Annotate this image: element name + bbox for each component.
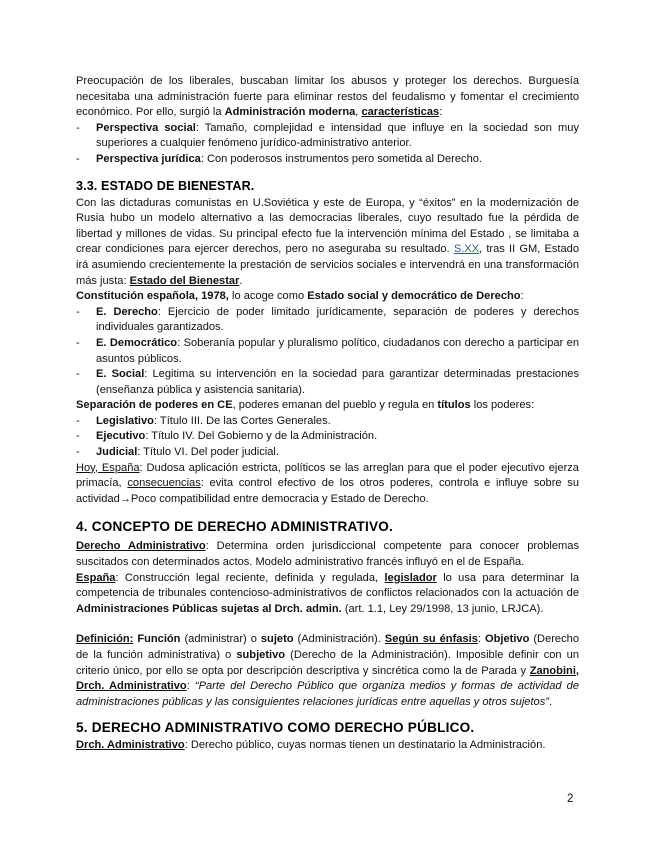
paragraph: Derecho Administrativo: Determina orden jurisdiccional competente para conocer problemas suscitados con determinados actos. Modelo administrativo francés influyó en el de España.	[76, 540, 579, 569]
page-number: 2	[567, 793, 574, 805]
list-item: - Judicial: Título VI. Del poder judicial.	[76, 446, 279, 459]
intro-paragraph: Preocupación de los liberales, buscaban limitar los abusos y proteger los derechos. Burguesía necesitaba una administración fuerte para eliminar restos del feudalismo y fomentar el crecimiento económico. Por ello, surgió la Administración moderna, características:	[76, 75, 579, 119]
paragraph: Separación de poderes en CE, poderes emanan del pueblo y regula en títulos los poderes:	[76, 399, 535, 412]
list-item: - E. Derecho: Ejercicio de poder limitado jurídicamente, separación de poderes y derechos individuales garantizados.	[76, 305, 579, 334]
section-heading-5: 5. DERECHO ADMINISTRATIVO COMO DERECHO PÚBLICO.	[76, 720, 475, 736]
list-item: - E. Democrático: Soberanía popular y pluralismo político, ciudadanos con derecho a participar en asuntos públicos.	[76, 336, 580, 365]
list-item: - Perspectiva social: Tamaño, complejidad e intensidad que influye en la sociedad son muy superiores a cualquier fenómeno jurídico-administrativo anterior.	[76, 121, 579, 150]
paragraph: Con las dictaduras comunistas en U.Soviética y este de Europa, y “éxitos” en la modernización de Rusia hubo un modelo alternativo a las democracias liberales, cuyo resultado fue la pérdida de libertad y millones de vidas. Su principal efecto fue la intervención mínima del Estado , se limitaba a crear condiciones para ejercer derechos, pero no aseguraba su resultado. S.XX, tras II GM, Estado irá asumiendo crecientemente la prestación de servicios sociales e intervendrá en una transformación más justa: Estado del Bienestar.	[76, 196, 580, 287]
document-page	[76, 74, 579, 754]
paragraph: Constitución española, 1978, lo acoge como Estado social y democrático de Derecho:	[76, 290, 524, 303]
section-heading-4: 4. CONCEPTO DE DERECHO ADMINISTRATIVO.	[76, 519, 394, 535]
list-item: - Ejecutivo: Título IV. Del Gobierno y de la Administración.	[76, 430, 378, 443]
section-heading-3-3: 3.3. ESTADO DE BIENESTAR.	[76, 178, 255, 193]
paragraph: Hoy, España: Dudosa aplicación estricta, políticos se las arreglan para que el poder ejecutivo ejerza primacía, consecuencias: evita control efectivo de los otros poderes, controla e influye sobre su actividad→Poco compatibilidad entre democracia y Estado de Derecho.	[76, 461, 580, 505]
paragraph: España: Construcción legal reciente, definida y regulada, legislador lo usa para determinar la competencia de tribunales contencioso-administrativos de conflictos relacionados con la actuación de Administraciones Públicas sujetas al Drch. admin. (art. 1.1, Ley 29/1998, 13 junio, LRJCA).	[76, 571, 580, 615]
paragraph: Drch. Administrativo: Derecho público, cuyas normas tienen un destinatario la Administración.	[76, 739, 546, 752]
list-item: - Perspectiva jurídica: Con poderosos instrumentos pero sometida al Derecho.	[76, 152, 483, 165]
paragraph: Definición: Función (administrar) o sujeto (Administración). Según su énfasis: Objetivo (Derecho de la función administrativa) o subjetivo (Derecho de la Administración). Imposible definir con un criterio único, por ello se opta por descripción descriptiva y sincrética como la de Parada y Zanobini, Drch. Administrativo: “Parte del Derecho Público que organiza medios y formas de actividad de administraciones públicas y las consiguientes relaciones jurídicas entre aquellas y otros sujetos”.	[76, 633, 580, 708]
list-item: - Legislativo: Título III. De las Cortes Generales.	[76, 414, 331, 427]
list-item: - E. Social: Legitima su intervención en la sociedad para garantizar determinadas prestaciones (enseñanza pública y asistencia sanitaria).	[76, 368, 579, 396]
link-sxx[interactable]: S.XX	[453, 243, 480, 256]
